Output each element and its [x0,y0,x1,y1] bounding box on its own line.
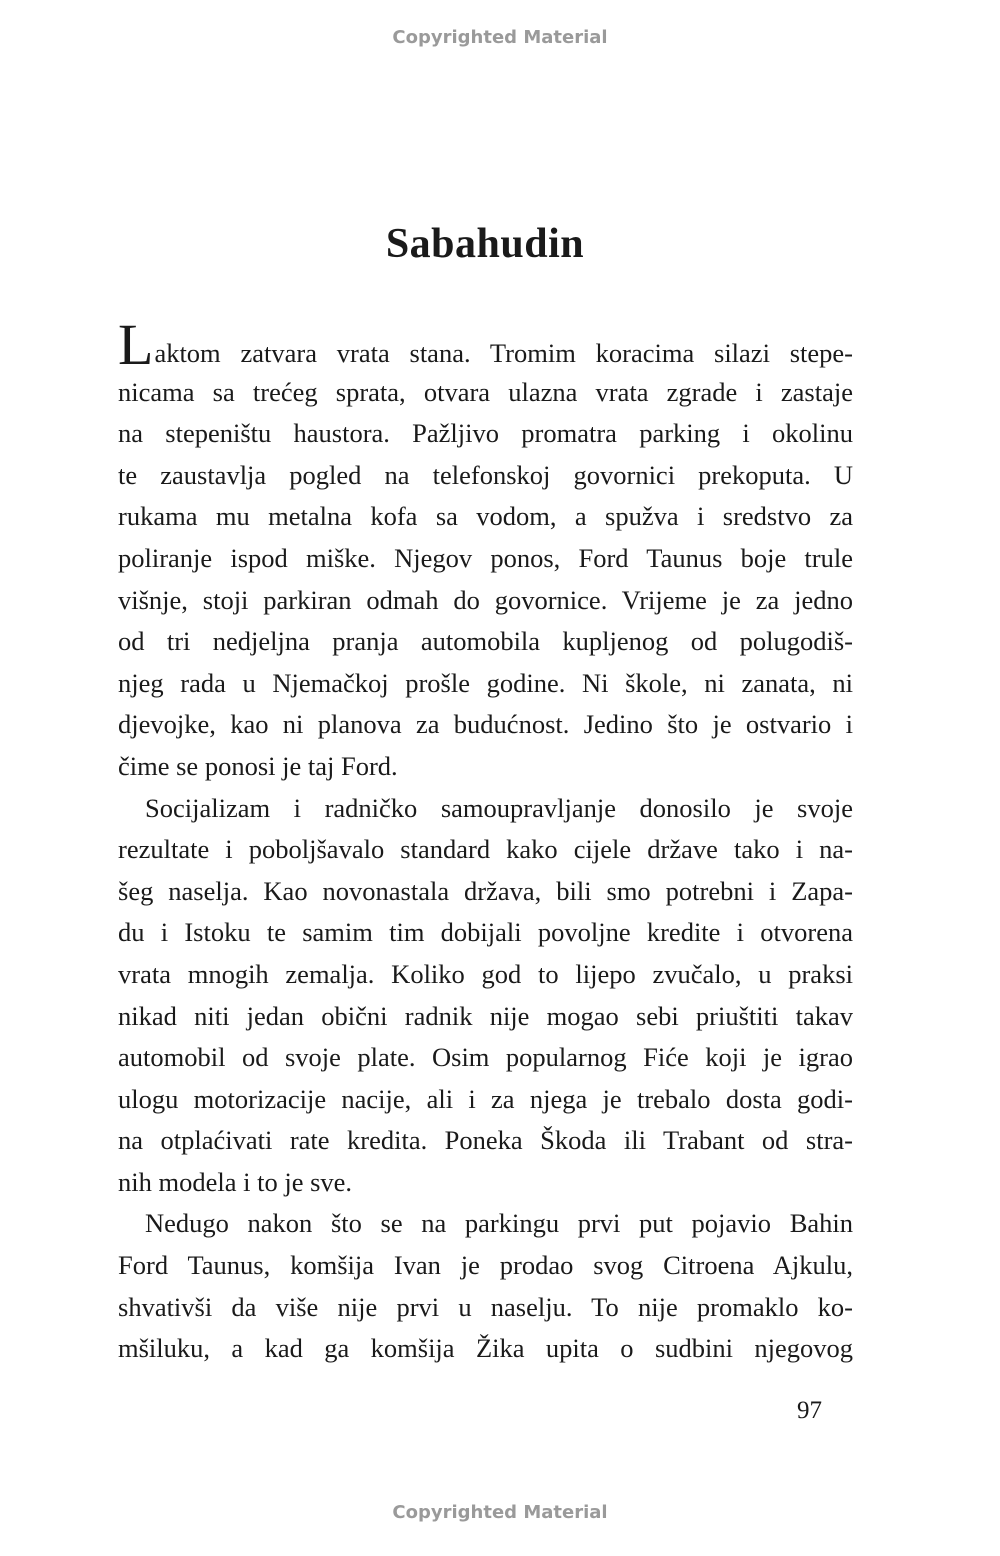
text-line: nikad niti jedan obični radnik nije mogao sebi priuštiti takav [118,1000,853,1031]
text-line: čime se ponosi je taj Ford. [118,750,398,781]
page-number: 97 [797,1397,822,1424]
chapter-body [118,312,853,1370]
text-line: vrata mnogih zemalja. Koliko god to lijepo zvučalo, u praksi [118,958,853,989]
copyright-watermark-top: Copyrighted Material [392,27,608,48]
text-line: du i Istoku te samim tim dobijali povoljne kredite i otvorena [118,917,853,948]
text-line: djevojke, kao ni planova za budućnost. Jedino što je ostvario i [118,709,853,740]
text-line: ulogu motorizacije nacije, ali i za njega je trebalo dosta godi- [118,1083,853,1114]
text-line: mšiluku, a kad ga komšija Žika upita o sudbini njegovog [118,1333,853,1364]
text-line: rukama mu metalna kofa sa vodom, a spužva i sredstvo za [118,501,853,532]
text-line: rezultate i poboljšavalo standard kako cijele države tako i na- [118,834,853,865]
text-line: od tri nedjeljna pranja automobila kupljenog od polugodiš- [118,626,853,657]
text-line: nih modela i to je sve. [118,1166,353,1197]
text-line: automobil od svoje plate. Osim popularnog Fiće koji je igrao [118,1042,853,1073]
text-line: višnje, stoji parkiran odmah do govornice. Vrijeme je za jedno [118,584,853,615]
text-line: Ford Taunus, komšija Ivan je prodao svog Citroena Ajkulu, [118,1250,853,1281]
text-line: na otplaćivati rate kredita. Poneka Škoda ili Trabant od stra- [118,1125,853,1156]
text-line: shvativši da više nije prvi u naselju. To nije promaklo ko- [118,1291,853,1322]
text-line: poliranje ispod miške. Njegov ponos, Ford Taunus boje trule [118,542,853,573]
text-line: te zaustavlja pogled na telefonskoj govornici prekoputa. U [118,459,853,490]
text-line: njeg rada u Njemačkoj prošle godine. Ni škole, ni zanata, ni [118,667,853,698]
text-line: nicama sa trećeg sprata, otvara ulazna vrata zgrade i zastaje [118,376,853,407]
copyright-watermark-bottom: Copyrighted Material [392,1502,608,1523]
paragraph-3 [118,1203,853,1369]
text-line: Laktom zatvara vrata stana. Tromim koracima silazi stepe- [118,312,853,377]
drop-cap: L [118,312,154,377]
text-line: Nedugo nakon što se na parkingu prvi put pojavio Bahin [145,1208,853,1239]
text-line: šeg naselja. Kao novonastala država, bili smo potrebni i Zapa- [118,875,853,906]
text-line: Socijalizam i radničko samoupravljanje donosilo je svoje [145,792,853,823]
chapter-title: Sabahudin [385,221,585,268]
text-line: na stepeništu haustora. Pažljivo promatra parking i okolinu [118,418,853,449]
paragraph-1 [118,312,853,788]
paragraph-2 [118,788,853,1204]
